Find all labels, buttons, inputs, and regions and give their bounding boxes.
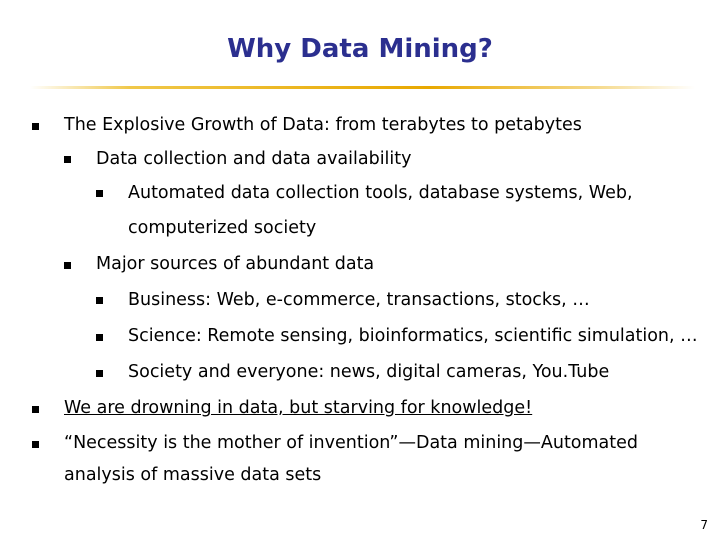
slide-title: Why Data Mining? [227, 34, 493, 64]
bullet-marker [32, 406, 39, 413]
bullet-explosive-growth: The Explosive Growth of Data: from terabytes to petabytes [64, 115, 582, 135]
bullet-marker [32, 123, 39, 130]
bullet-automated-tools: Automated data collection tools, database systems, Web, [128, 183, 633, 203]
bullet-necessity-quote-cont: analysis of massive data sets [64, 465, 322, 485]
bullet-marker [32, 441, 39, 448]
bullet-marker [64, 262, 71, 269]
bullet-major-sources: Major sources of abundant data [96, 254, 375, 274]
bullet-drowning-in-data: We are drowning in data, but starving for knowledge! [64, 398, 533, 418]
bullet-marker [96, 190, 103, 197]
bullet-society: Society and everyone: news, digital cameras, You.Tube [128, 362, 610, 382]
page-number: 7 [700, 518, 708, 532]
bullet-automated-tools-cont: computerized society [128, 218, 317, 238]
bullet-marker [96, 334, 103, 341]
bullet-necessity-quote: “Necessity is the mother of invention”—Data mining—Automated [64, 433, 639, 453]
bullet-science: Science: Remote sensing, bioinformatics, scientific simulation, … [128, 326, 698, 346]
bullet-marker [96, 370, 103, 377]
bullet-data-collection: Data collection and data availability [96, 149, 412, 169]
title-divider [30, 86, 695, 89]
bullet-marker [96, 297, 103, 304]
bullet-marker [64, 156, 71, 163]
bullet-business: Business: Web, e-commerce, transactions, stocks, … [128, 290, 590, 310]
